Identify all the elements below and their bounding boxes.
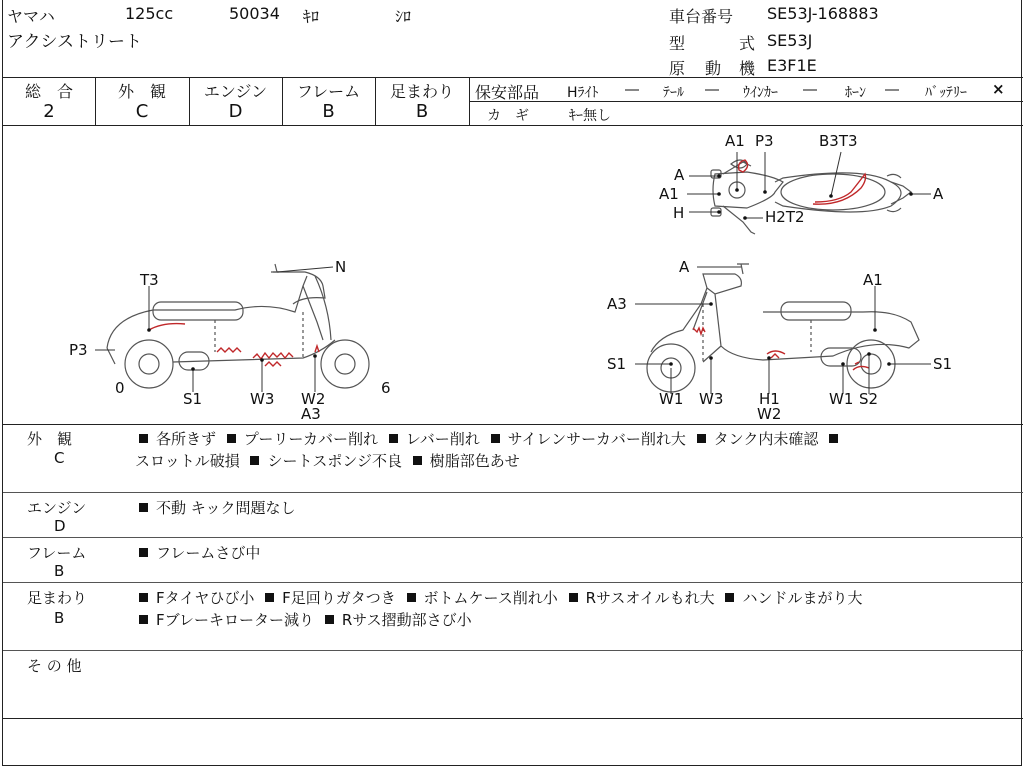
diagram-label-6-left: 6	[381, 379, 391, 397]
damage-diagram	[3, 126, 1023, 424]
remark-item: Rサス摺動部さび小	[341, 611, 472, 629]
diagram-label-n-left: N	[335, 258, 347, 276]
diagram-label-a-top-2: A	[933, 185, 944, 203]
safety-headlight-label: Hﾗｲﾄ	[567, 85, 599, 101]
key-label: カ ギ	[487, 108, 529, 124]
grade-exterior-label: 外 観	[117, 82, 166, 101]
safety-taillight-label: ﾃｰﾙ	[663, 85, 684, 101]
diagram-label-h2t2-top: H2T2	[765, 208, 805, 226]
diagram-label-a-top: A	[674, 166, 685, 184]
grade-frame-value: B	[322, 101, 335, 122]
bullet-square	[139, 548, 148, 557]
remark-item: スロットル破損	[135, 452, 240, 470]
diagram-label-p3-left: P3	[69, 341, 88, 359]
diagram-label-a1-top: A1	[725, 132, 745, 150]
exterior-remarks-line-1	[139, 428, 846, 449]
inspection-sheet	[2, 0, 1022, 766]
damage-mark	[265, 362, 281, 366]
maker: ヤマハ	[7, 7, 55, 26]
model-code-value: SE53J	[767, 31, 813, 50]
safety-horn-label: ﾎｰﾝ	[845, 85, 866, 101]
key-value: ｷｰ無し	[569, 108, 611, 124]
remark-item: 各所きず	[156, 430, 217, 448]
model-name: アクシストリート	[7, 32, 142, 52]
body-color: ｼﾛ	[395, 7, 412, 26]
diagram-label-w3-left: W3	[250, 390, 275, 408]
displacement: 125cc	[125, 4, 174, 23]
bullet-square	[829, 434, 838, 443]
divider	[3, 537, 1023, 538]
section-engine-label: エンジン	[27, 499, 87, 517]
bullet-square	[139, 615, 148, 624]
remark-item: Fタイヤひび小	[156, 589, 255, 607]
divider	[3, 718, 1023, 719]
divider	[3, 582, 1023, 583]
engine-remarks-line-1	[139, 497, 295, 518]
damage-mark	[217, 348, 241, 352]
chassis-number-value: SE53J-168883	[767, 4, 879, 23]
diagram-label-w2-right: W2	[757, 405, 782, 423]
damage-mark	[149, 324, 185, 330]
suspension-remarks-line-2	[139, 609, 472, 630]
diagram-label-0-left: 0	[115, 379, 125, 397]
section-exterior-label: 外 観	[27, 430, 73, 448]
grade-frame-label: フレーム	[296, 82, 361, 101]
remark-item: サイレンサーカバー削れ大	[507, 430, 686, 448]
diagram-label-t3-left: T3	[140, 271, 159, 289]
remark-item: ハンドルまがり大	[742, 589, 863, 607]
remark-item: プーリーカバー削れ	[243, 430, 379, 448]
remark-item: 不動 キック問題なし	[156, 499, 296, 517]
safety-winker-label: ｳｲﾝｶｰ	[743, 85, 778, 101]
diagram-label-s1-left: S1	[183, 390, 203, 408]
diagram-label-a1-top-2: A1	[659, 185, 679, 203]
grade-overall-value: 2	[43, 101, 55, 122]
diagram-label-a3-right: A3	[607, 295, 627, 313]
safety-battery-label: ﾊﾞｯﾃﾘｰ	[925, 85, 967, 101]
section-frame-label: フレーム	[27, 544, 87, 562]
section-exterior-grade: C	[54, 449, 65, 467]
exterior-remarks-line-2	[135, 450, 520, 471]
divider	[469, 77, 470, 125]
diagram-label-w1-right: W1	[659, 390, 684, 408]
remark-item: タンク内未確認	[713, 430, 819, 448]
bullet-square	[139, 503, 148, 512]
engine-number-label-2: 動	[705, 59, 722, 78]
diagram-label-b3t3-top: B3T3	[819, 132, 858, 150]
section-other-label: そ の 他	[27, 657, 82, 675]
damage-mark	[813, 174, 866, 204]
divider	[3, 424, 1023, 425]
grade-engine-label: エンジン	[203, 82, 268, 101]
diagram-label-h-top: H	[673, 204, 685, 222]
safety-parts-title: 保安部品	[475, 83, 540, 102]
damage-mark	[315, 346, 319, 352]
section-engine-grade: D	[54, 517, 66, 535]
diagram-label-w1-right-2: W1	[829, 390, 854, 408]
bullet-square	[569, 593, 578, 602]
model-code-label-1: 型	[669, 34, 686, 53]
chassis-number-label: 車台番号	[669, 7, 734, 26]
diagram-label-h1-right: H1	[759, 390, 780, 408]
suspension-remarks-line-1	[139, 587, 862, 608]
grade-exterior-value: C	[135, 101, 149, 122]
remark-item: Fブレーキローター減り	[156, 611, 315, 629]
bullet-square	[139, 434, 148, 443]
diagram-label-p3-top: P3	[755, 132, 774, 150]
section-suspension-grade: B	[54, 609, 65, 627]
safety-taillight-mark: ―	[705, 82, 719, 98]
section-suspension-label: 足まわり	[27, 589, 88, 607]
mileage-value: 50034	[229, 4, 280, 23]
diagram-label-s1-right-2: S1	[933, 355, 953, 373]
frame-remarks-line-1	[139, 542, 260, 563]
bullet-square	[265, 593, 274, 602]
bullet-square	[389, 434, 398, 443]
safety-battery-mark: ×	[992, 80, 1005, 98]
model-code-label-2: 式	[739, 34, 756, 53]
remark-item: 樹脂部色あせ	[429, 452, 520, 470]
mileage-unit: ｷﾛ	[303, 7, 320, 26]
diagram-label-s2-right: S2	[859, 390, 879, 408]
remark-item: Rサスオイルもれ大	[585, 589, 715, 607]
grade-suspension-value: B	[415, 101, 429, 122]
remark-item: レバー削れ	[405, 430, 480, 448]
engine-number-label-1: 原	[669, 59, 686, 78]
diagram-label-s1-right: S1	[607, 355, 627, 373]
grade-engine-value: D	[228, 101, 243, 122]
diagram-label-w2-left: W2	[301, 390, 326, 408]
remark-item: シートスポンジ不良	[267, 452, 402, 470]
diagram-label-w3-right: W3	[699, 390, 724, 408]
bullet-square	[407, 593, 416, 602]
bullet-square	[250, 456, 259, 465]
bullet-square	[491, 434, 500, 443]
divider	[3, 492, 1023, 493]
divider	[3, 650, 1023, 651]
safety-headlight-mark: ―	[625, 82, 639, 98]
remark-item: ボトムケース削れ小	[423, 589, 558, 607]
bullet-square	[697, 434, 706, 443]
diagram-label-a-right: A	[679, 258, 690, 276]
leader-lines	[95, 267, 333, 392]
grade-suspension-label: 足まわり	[389, 82, 454, 101]
remark-item: F足回りガタつき	[282, 589, 396, 607]
safety-winker-mark: ―	[803, 82, 817, 98]
bullet-square	[325, 615, 334, 624]
grade-overall-label: 総 合	[24, 82, 73, 101]
diagram-label-a3-left: A3	[301, 405, 321, 423]
remark-item: フレームさび中	[156, 544, 261, 562]
bullet-square	[139, 593, 148, 602]
safety-horn-mark: ―	[885, 82, 899, 98]
engine-number-value: E3F1E	[767, 56, 817, 75]
diagram-label-a1-right: A1	[863, 271, 883, 289]
section-frame-grade: B	[54, 562, 65, 580]
bullet-square	[413, 456, 422, 465]
divider	[3, 77, 1023, 78]
bullet-square	[227, 434, 236, 443]
bullet-square	[725, 593, 734, 602]
engine-number-label-3: 機	[739, 59, 756, 78]
